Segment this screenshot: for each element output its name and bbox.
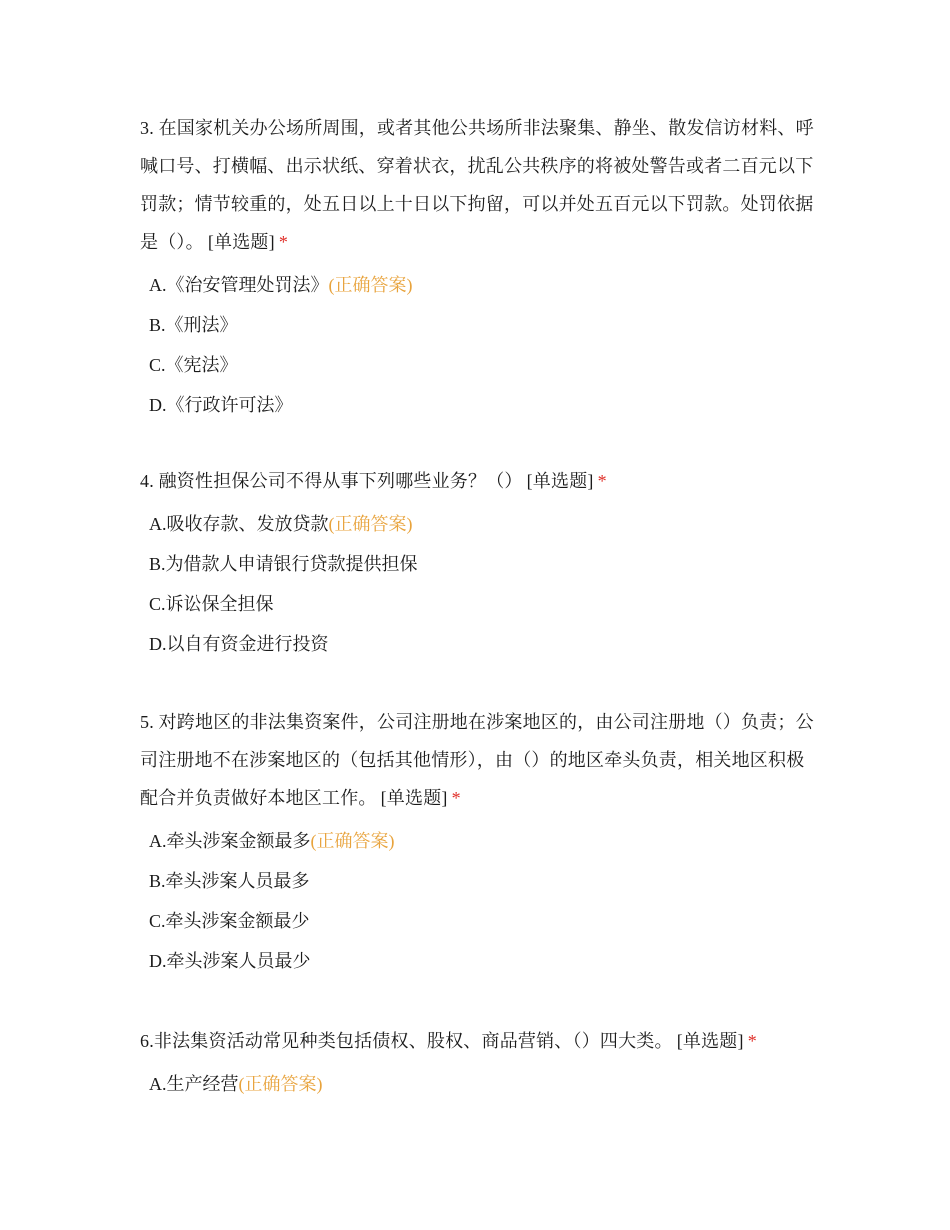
option-list <box>140 504 820 664</box>
correct-answer-tag: (正确答案) <box>310 831 395 851</box>
option-label: A.牵头涉案金额最多 <box>149 831 311 851</box>
option-label: A.吸收存款、发放贷款 <box>149 514 329 534</box>
option-d[interactable] <box>149 941 820 981</box>
option-label: A.生产经营 <box>149 1074 239 1094</box>
question-type-label: [单选题] <box>526 471 594 491</box>
question-text: 3. 在国家机关办公场所周围，或者其他公共场所非法聚集、静坐、散发信访材料、呼喊口号、打横幅、出示状纸、穿着状衣，扰乱公共秩序的将被处警告或者二百元以下罚款；情节较重的，处五日以上十日以下拘留，可以并处五百元以下罚款。处罚依据是（）。 <box>140 118 814 252</box>
question-text: 5. 对跨地区的非法集资案件，公司注册地在涉案地区的，由公司注册地（）负责；公司注册地不在涉案地区的（包括其他情形），由（）的地区牵头负责，相关地区积极配合并负责做好本地区工作。 <box>140 712 814 808</box>
required-marker: * <box>597 471 607 491</box>
option-d[interactable] <box>149 624 820 664</box>
option-label: B.牵头涉案人员最多 <box>149 871 310 891</box>
question-title <box>140 703 820 817</box>
required-marker: * <box>451 788 461 808</box>
question-type-label: [单选题] <box>380 788 448 808</box>
question-5 <box>140 703 820 981</box>
option-c[interactable] <box>149 345 820 385</box>
question-title <box>140 1022 820 1060</box>
question-3 <box>140 109 820 425</box>
option-label: C.《宪法》 <box>149 355 238 375</box>
option-label: D.牵头涉案人员最少 <box>149 951 311 971</box>
option-c[interactable] <box>149 901 820 941</box>
option-list <box>140 1064 820 1104</box>
question-title <box>140 462 820 500</box>
option-label: B.《刑法》 <box>149 315 238 335</box>
option-a[interactable] <box>149 265 820 305</box>
option-list <box>140 821 820 981</box>
question-text: 4. 融资性担保公司不得从事下列哪些业务？（） <box>140 471 523 491</box>
required-marker: * <box>747 1031 757 1051</box>
option-label: C.牵头涉案金额最少 <box>149 911 310 931</box>
option-b[interactable] <box>149 544 820 584</box>
option-d[interactable] <box>149 385 820 425</box>
question-type-label: [单选题] <box>207 232 275 252</box>
option-label: B.为借款人申请银行贷款提供担保 <box>149 554 418 574</box>
option-label: C.诉讼保全担保 <box>149 594 274 614</box>
correct-answer-tag: (正确答案) <box>328 275 413 295</box>
question-4 <box>140 462 820 664</box>
option-label: D.《行政许可法》 <box>149 395 293 415</box>
correct-answer-tag: (正确答案) <box>328 514 413 534</box>
correct-answer-tag: (正确答案) <box>238 1074 323 1094</box>
question-type-label: [单选题] <box>676 1031 744 1051</box>
option-c[interactable] <box>149 584 820 624</box>
option-a[interactable] <box>149 504 820 544</box>
question-text: 6.非法集资活动常见种类包括债权、股权、商品营销、（）四大类。 <box>140 1031 673 1051</box>
option-a[interactable] <box>149 821 820 861</box>
required-marker: * <box>278 232 289 252</box>
option-a[interactable] <box>149 1064 820 1104</box>
question-6 <box>140 1022 820 1104</box>
option-b[interactable] <box>149 861 820 901</box>
option-list <box>140 265 820 425</box>
option-label: A.《治安管理处罚法》 <box>149 275 329 295</box>
option-label: D.以自有资金进行投资 <box>149 634 329 654</box>
question-title <box>140 109 820 261</box>
option-b[interactable] <box>149 305 820 345</box>
